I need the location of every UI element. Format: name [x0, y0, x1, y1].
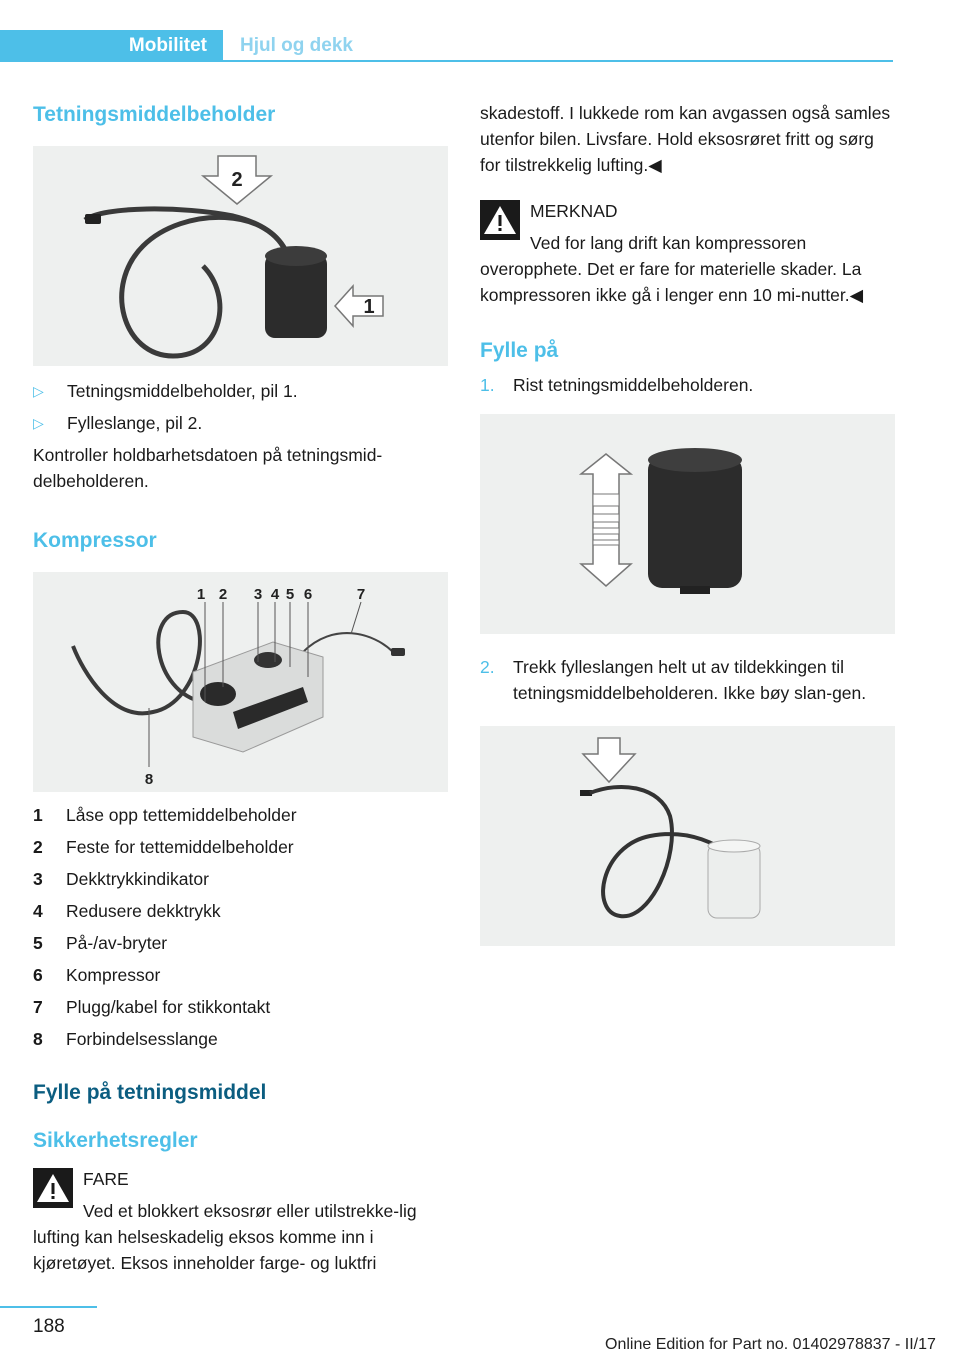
- heading-fill-on: Fylle på: [480, 339, 559, 362]
- notice-text: overopphete. Det er fare for materielle skader. La kompressoren ikke gå i lenger enn 10 mi-nutter.◀: [480, 259, 864, 305]
- right-column: [480, 100, 895, 946]
- shake-container-illustration: [480, 414, 895, 634]
- header-subsection-title: Hjul og dekk: [240, 35, 353, 56]
- list-item: ▷ Tetningsmiddelbeholder, pil 1.: [33, 378, 448, 404]
- heading-sealant-container: Tetningsmiddelbeholder: [33, 103, 276, 126]
- pull-hose-illustration: [480, 726, 895, 946]
- notice-warning: [480, 198, 895, 256]
- fig2-label-8: 8: [144, 771, 154, 788]
- fig2-label-4: 4: [270, 586, 280, 603]
- list-item: 7 Plugg/kabel for stikkontakt: [33, 997, 271, 1017]
- page-number: 188: [33, 1316, 65, 1337]
- triangle-bullet-icon: ▷: [33, 383, 44, 399]
- fig2-label-3: 3: [253, 586, 263, 603]
- sealant-note: Kontroller holdbarhetsdatoen på tetningsmid-delbeholderen.: [33, 445, 383, 491]
- list-item: 2 Feste for tettemiddelbeholder: [33, 837, 294, 857]
- heading-safety-rules: Sikkerhetsregler: [33, 1129, 198, 1152]
- figure-pull-hose: [480, 726, 895, 946]
- fig2-label-1: 1: [196, 586, 206, 603]
- fig1-label-1: 1: [363, 296, 375, 318]
- danger-label: FARE: [83, 1169, 129, 1189]
- heading-compressor: Kompressor: [33, 529, 157, 552]
- compressor-illustration: [33, 572, 448, 792]
- danger-text: Ved et blokkert eksosrør eller utilstrekke-lig lufting kan helseskadelig eksos komme inn i kjøretøyet. Eksos inneholder farge- og luktfri: [33, 1201, 417, 1273]
- sealant-list: [33, 378, 448, 436]
- list-item: 4 Redusere dekktrykk: [33, 901, 221, 921]
- list-item: 8 Forbindelsesslange: [33, 1029, 218, 1049]
- step-number: 1.: [480, 375, 495, 395]
- footer-rule: [0, 1306, 97, 1308]
- triangle-bullet-icon: ▷: [33, 415, 44, 431]
- warning-triangle-icon: [33, 1168, 73, 1208]
- list-item: ▷ Fylleslange, pil 2.: [33, 410, 448, 436]
- fig1-label-2: 2: [231, 169, 243, 191]
- danger-text-continued: skadestoff. I lukkede rom kan avgassen også samles utenfor bilen. Livsfare. Hold eksosrøret fritt og sørg for tilstrekkelig lufting.◀: [480, 103, 891, 175]
- notice-first-line: Ved for lang drift kan kompressoren: [530, 233, 807, 253]
- fig2-label-7: 7: [356, 586, 366, 603]
- fig2-label-2: 2: [218, 586, 228, 603]
- page-header: [0, 30, 893, 62]
- list-item: 5 På-/av-bryter: [33, 933, 168, 953]
- list-item: 1 Låse opp tettemiddelbeholder: [33, 805, 297, 825]
- fig2-label-6: 6: [303, 586, 313, 603]
- notice-label: MERKNAD: [530, 201, 618, 221]
- edition-note: Online Edition for Part no. 01402978837 - II/17: [605, 1336, 936, 1353]
- danger-warning: [33, 1166, 448, 1192]
- step-number: 2.: [480, 657, 495, 677]
- list-item: 3 Dekktrykkindikator: [33, 869, 209, 889]
- left-column: [33, 100, 448, 1276]
- figure-compressor: [33, 572, 448, 792]
- figure-sealant-container: [33, 146, 448, 366]
- fig2-label-5: 5: [285, 586, 295, 603]
- step-item: 1. Rist tetningsmiddelbeholderen.: [480, 372, 895, 398]
- step-item: 2. Trekk fylleslangen helt ut av tildekkingen til tetningsmiddelbeholderen. Ikke bøy slan-gen.: [480, 654, 895, 706]
- header-section-title: Mobilitet: [128, 35, 207, 56]
- warning-triangle-icon: [480, 200, 520, 240]
- heading-fill-sealant: Fylle på tetningsmiddel: [33, 1081, 267, 1104]
- figure-shake-container: [480, 414, 895, 634]
- list-item: 6 Kompressor: [33, 965, 161, 985]
- sealant-container-illustration: [33, 146, 448, 366]
- compressor-legend: [33, 802, 448, 1052]
